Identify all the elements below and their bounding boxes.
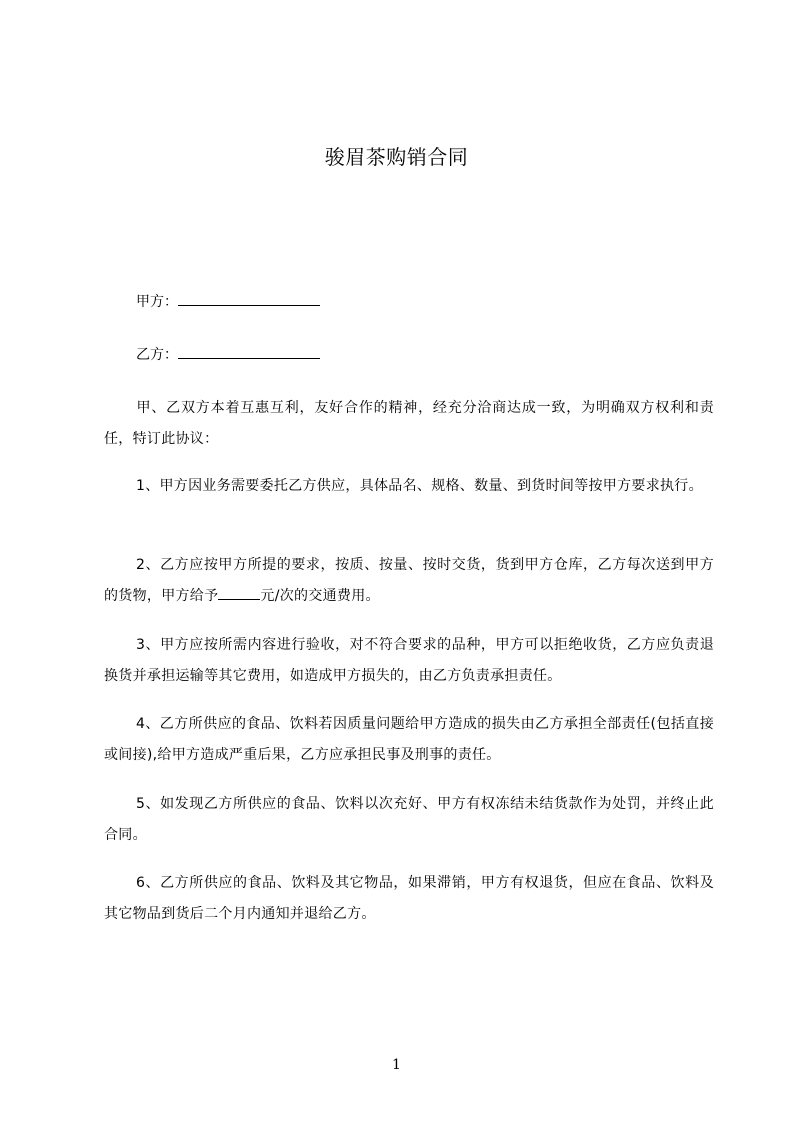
clause-6 [104, 868, 714, 930]
clause-2-text-part1: 2、乙方应按甲方所提的要求，按质、按量、按时交货，货到甲方仓库，乙方每次送到甲方的货物，甲方给予 [104, 557, 714, 604]
clause-3-text: 3、甲方应按所需内容进行验收，对不符合要求的品种，甲方可以拒绝收货，乙方应负责退换货并承担运输等其它费用，如造成甲方损失的，由乙方负责承担责任。 [104, 637, 714, 684]
clause-1 [104, 471, 714, 502]
clause-5 [104, 789, 714, 851]
page-number: 1 [392, 1057, 401, 1073]
party-b-line [136, 344, 320, 365]
fee-blank [218, 585, 260, 600]
party-a-label: 甲方： [136, 294, 178, 310]
party-b-blank [178, 344, 320, 359]
intro-paragraph [104, 393, 714, 455]
clause-2-text-part2: 元/次的交通费用。 [260, 588, 380, 604]
party-a-blank [178, 291, 320, 306]
clause-2 [104, 550, 714, 612]
clause-5-text: 5、如发现乙方所供应的食品、饮料以次充好、甲方有权冻结未结货款作为处罚，并终止此合同。 [104, 796, 714, 843]
party-a-line [136, 291, 320, 312]
intro-text: 甲、乙双方本着互惠互利，友好合作的精神，经充分洽商达成一致，为明确双方权利和责任，特订此协议： [104, 400, 714, 447]
clause-1-text: 1、甲方因业务需要委托乙方供应，具体品名、规格、数量、到货时间等按甲方要求执行。 [136, 478, 703, 494]
clause-4-text: 4、乙方所供应的食品、饮料若因质量问题给甲方造成的损失由乙方承担全部责任(包括直接或间接),给甲方造成严重后果，乙方应承担民事及刑事的责任。 [104, 716, 714, 763]
clause-6-text: 6、乙方所供应的食品、饮料及其它物品，如果滞销，甲方有权退货，但应在食品、饮料及其它物品到货后二个月内通知并退给乙方。 [104, 875, 714, 922]
clause-4 [104, 709, 714, 771]
party-b-label: 乙方： [136, 347, 178, 363]
clause-3 [104, 630, 714, 692]
document-title: 骏眉茶购销合同 [324, 145, 469, 169]
